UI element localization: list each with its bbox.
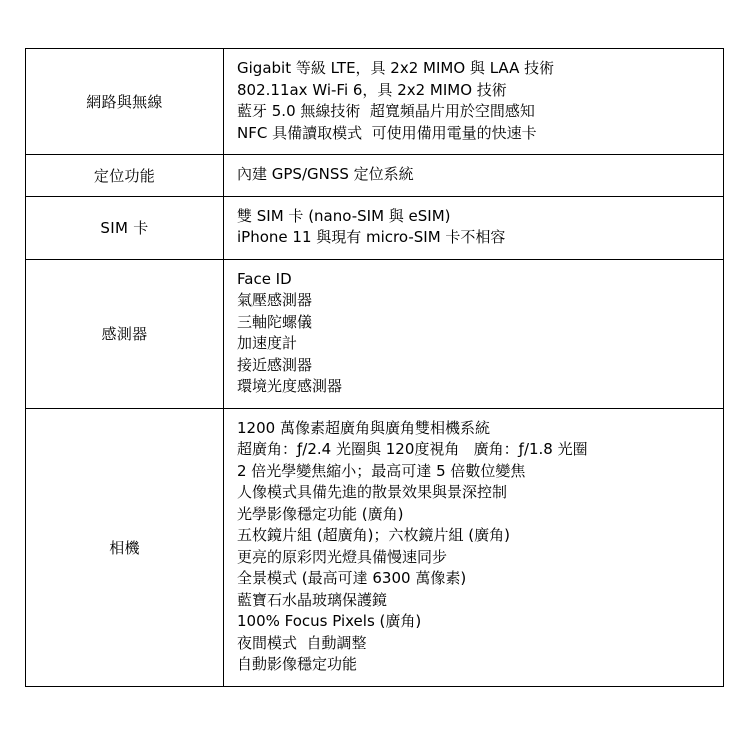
spec-line: 自動影像穩定功能: [237, 655, 358, 673]
spec-line: 三軸陀螺儀: [237, 312, 313, 331]
spec-line: 內建 GPS/GNSS 定位系統: [237, 165, 414, 183]
spec-row-sim: [26, 196, 724, 259]
spec-line: 接近感測器: [237, 355, 313, 374]
row-label-camera: 相機: [26, 408, 224, 686]
spec-row-location: [26, 155, 724, 197]
spec-table: [25, 48, 724, 687]
spec-line: 夜間模式 自動調整: [237, 633, 367, 652]
spec-line: NFC 具備讀取模式 可使用備用電量的快速卡: [237, 123, 537, 142]
spec-line: iPhone 11 與現有 micro-SIM 卡不相容: [237, 228, 506, 246]
spec-row-camera: [26, 408, 724, 686]
spec-line: 人像模式具備先進的散景效果與景深控制: [237, 483, 508, 501]
spec-line: 802.11ax Wi-Fi 6，具 2x2 MIMO 技術: [237, 80, 507, 99]
spec-line: 藍寶石水晶玻璃保護鏡: [237, 590, 388, 609]
row-value-camera: [224, 408, 724, 686]
spec-line: 2 倍光學變焦縮小；最高可達 5 倍數位變焦: [237, 461, 526, 480]
row-value-location: [224, 155, 724, 197]
row-value-sim: [224, 196, 724, 259]
spec-line: 加速度計: [237, 334, 298, 352]
spec-row-network: [26, 49, 724, 155]
row-label-network: 網路與無線: [26, 49, 224, 155]
spec-line: 雙 SIM 卡 (nano-SIM 與 eSIM): [237, 206, 451, 225]
row-label-location: 定位功能: [26, 155, 224, 197]
spec-line: 環境光度感測器: [237, 377, 343, 395]
spec-line: 藍牙 5.0 無線技術 超寬頻晶片用於空間感知: [237, 102, 535, 120]
spec-table-body: [26, 49, 724, 687]
row-label-sensors: 感測器: [26, 259, 224, 408]
row-value-network: [224, 49, 724, 155]
spec-line: 全景模式 (最高可達 6300 萬像素): [237, 569, 467, 587]
spec-line: 氣壓感測器: [237, 291, 313, 309]
spec-line: Gigabit 等級 LTE，具 2x2 MIMO 與 LAA 技術: [237, 59, 555, 77]
row-value-sensors: [224, 259, 724, 408]
spec-line: 光學影像穩定功能 (廣角): [237, 504, 404, 523]
spec-line: 五枚鏡片組 (超廣角)；六枚鏡片組 (廣角): [237, 526, 510, 544]
spec-line: 1200 萬像素超廣角與廣角雙相機系統: [237, 418, 490, 437]
spec-line: 超廣角：ƒ/2.4 光圈與 120度視角 廣角：ƒ/1.8 光圈: [237, 440, 588, 458]
row-label-sim: SIM 卡: [26, 196, 224, 259]
spec-line: Face ID: [237, 269, 292, 288]
spec-row-sensors: [26, 259, 724, 408]
spec-line: 更亮的原彩閃光燈具備慢速同步: [237, 547, 448, 566]
spec-line: 100% Focus Pixels (廣角): [237, 612, 422, 630]
